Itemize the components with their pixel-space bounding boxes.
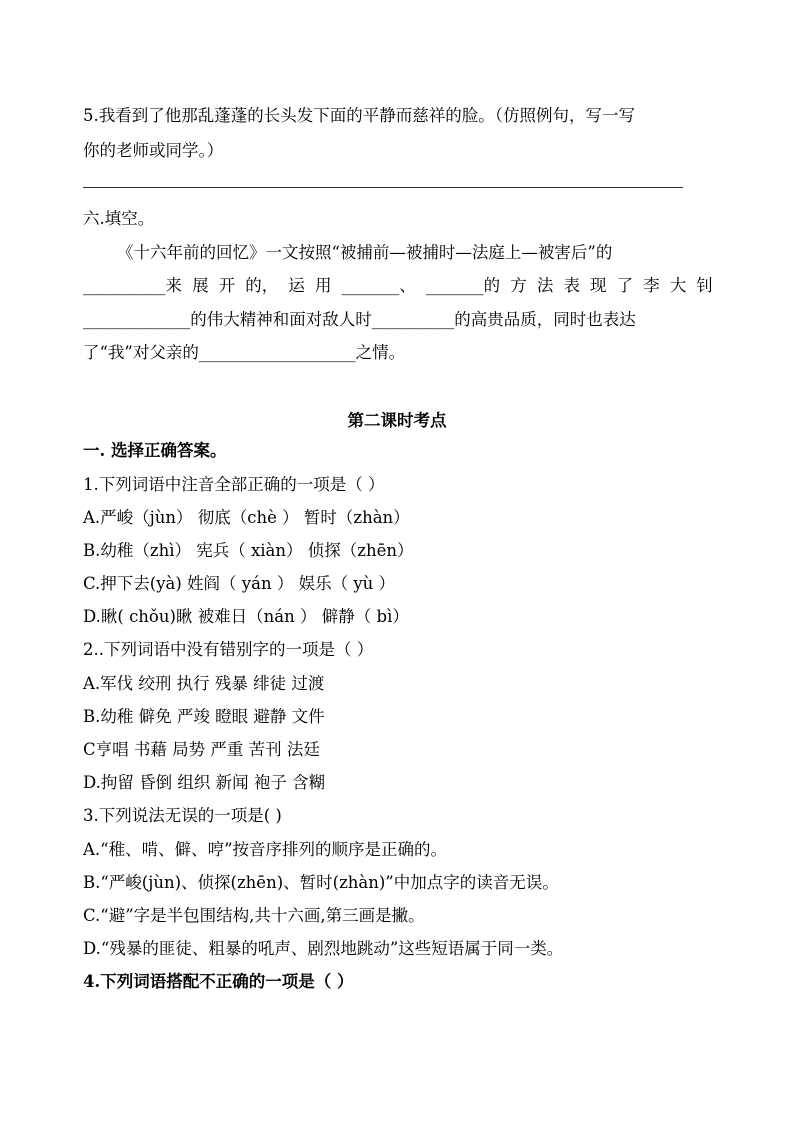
question-1-stem: 1.下列词语中注音全部正确的一项是（ ） (83, 475, 385, 494)
section-6-line-4: 了“我”对父亲的___________________之情。 (83, 343, 406, 362)
question-2-option-a: A.军伐 绞刑 执行 残暴 绯徒 过渡 (83, 674, 325, 693)
answer-blank-line (83, 187, 683, 188)
question-1-option-a: A.严峻（jùn） 彻底（chè ） 暂时（zhàn） (83, 508, 410, 527)
question-2-option-b: B.幼稚 僻免 严竣 瞪眼 避静 文件 (83, 707, 325, 726)
question-5-line-2: 你的老师或同学。） (83, 141, 224, 160)
question-3-option-b: B.“严峻(jùn)、侦探(zhēn)、暂时(zhàn)”中加点字的读音无误。 (83, 873, 559, 892)
question-4-stem: 4.下列词语搭配不正确的一项是（ ） (83, 972, 354, 991)
question-1-option-b: B.幼稚（zhì） 宪兵（ xiàn） 侦探（zhēn） (83, 541, 414, 560)
question-1-option-c: C.押下去(yà) 姓阎（ yán ） 娱乐（ yù ） (83, 574, 396, 593)
question-3-option-d: D.“残暴的匪徒、粗暴的吼声、剧烈地跳动”这些短语属于同一类。 (83, 939, 564, 958)
question-3-option-a: A.“稚、啃、僻、哼”按音序排列的顺序是正确的。 (83, 840, 448, 859)
question-2-option-c: C亨唱 书藉 局势 严重 苦刊 法廷 (83, 740, 320, 759)
section-6-line-3: _____________的伟大精神和面对敌人时__________的高贵品质，同时也表达 (83, 310, 636, 329)
lesson-2-title: 第二课时考点 (347, 411, 447, 430)
question-5-line-1: 5.我看到了他那乱蓬蓬的长头发下面的平静而慈祥的脸。（仿照例句，写一写 (83, 106, 635, 125)
question-2-stem: 2..下列词语中没有错别字的一项是（ ） (83, 640, 374, 659)
question-3-option-c: C.“避”字是半包围结构,共十六画,第三画是撇。 (83, 906, 425, 925)
question-3-stem: 3.下列说法无误的一项是( ) (83, 806, 282, 825)
section-1-heading: 一. 选择正确答案。 (83, 441, 227, 460)
question-1-option-d: D.瞅( chǒu)瞅 被难日（nán ） 僻静（ bì） (83, 607, 409, 626)
section-6-line-2: __________来 展 开 的， 运 用 _______、 _______的 方 法 表 现 了 李 大 钊 (83, 276, 713, 295)
section-6-line-1: 《十六年前的回忆》一文按照“被捕前—被捕时—法庭上—被害后”的 (117, 243, 613, 262)
question-2-option-d: D.拘留 昏倒 组织 新闻 袍子 含糊 (83, 773, 326, 792)
section-6-heading: 六.填空。 (83, 209, 155, 228)
